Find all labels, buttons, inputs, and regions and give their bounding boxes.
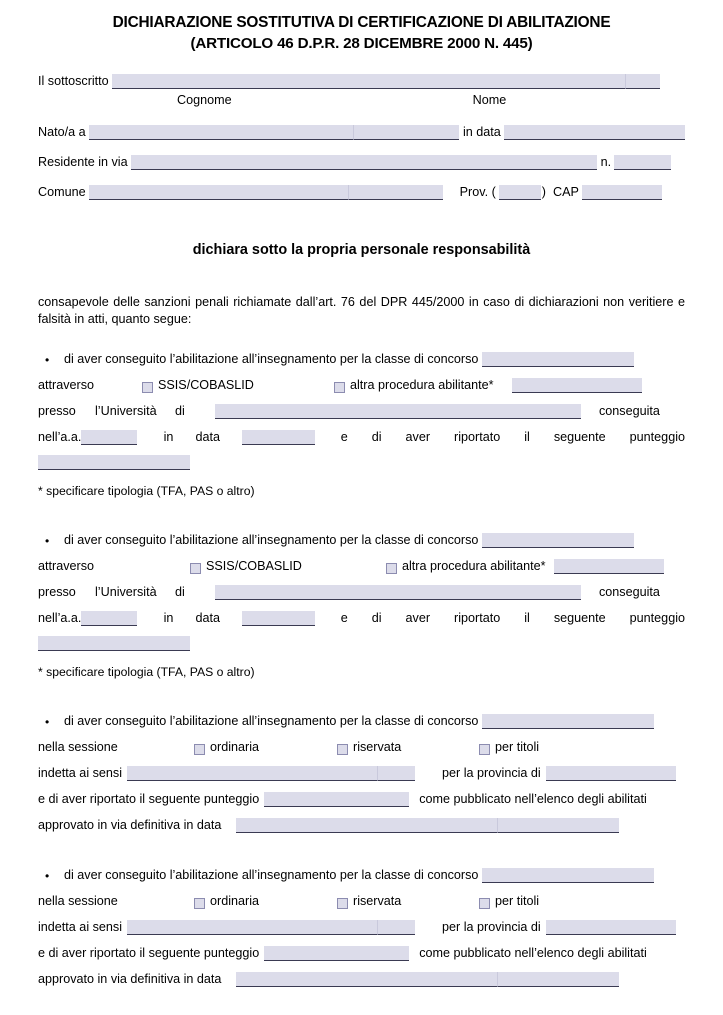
name-captions [38,93,685,107]
block-3-label-indetta: indetta ai sensi [38,766,123,780]
block-4-label-per-titoli: per titoli [495,894,540,908]
block-3-checkbox-ordinaria[interactable] [194,744,205,755]
block-1-footnote: * specificare tipologia (TFA, PAS o altro) [38,484,255,498]
input-sottoscritto-nome[interactable] [625,74,660,89]
block-1-label-universita: l’Università [95,404,157,418]
block-2-input-altra-specify[interactable] [554,559,664,574]
block-1-label-in: in [163,430,174,444]
block-2-attraverso-row [38,558,685,574]
block-4-input-approvato-extra[interactable] [497,972,619,987]
block-2-footnote: * specificare tipologia (TFA, PAS o altro) [38,665,255,679]
block-1-label-e: e [340,430,348,444]
block-2-label-attraverso: attraverso [38,559,94,573]
input-sottoscritto[interactable] [112,74,625,89]
row-sottoscritto [38,74,685,89]
block-1-checkbox-altra[interactable] [334,382,345,393]
input-cap[interactable] [582,185,662,200]
label-sottoscritto: Il sottoscritto [38,74,109,88]
block-1-checkbox-ssis[interactable] [142,382,153,393]
bullet-icon: • [45,715,50,729]
block-3-label-per-titoli: per titoli [495,740,540,754]
block-4-bullet-row [38,867,685,883]
block-4-bullet-text: di aver conseguito l’abilitazione all’insegnamento per la classe di concorso [64,868,479,882]
bullet-icon: • [45,869,50,883]
block-1-label-punteggio: punteggio [629,430,685,444]
block-1-input-altra-specify[interactable] [512,378,642,393]
block-4-label-sessione: nella sessione [38,894,118,908]
label-residente: Residente in via [38,155,128,169]
block-3-input-indetta[interactable] [127,766,377,781]
input-luogo-nascita-extra[interactable] [353,125,459,140]
block-3-checkbox-riservata[interactable] [337,744,348,755]
block-1-label-aver: aver [405,430,431,444]
block-3-bullet-text: di aver conseguito l’abilitazione all’insegnamento per la classe di concorso [64,714,479,728]
block-1-input-universita[interactable] [215,404,581,419]
block-4-checkbox-riservata[interactable] [337,898,348,909]
block-3-input-provincia[interactable] [546,766,676,781]
block-2-universita-row [38,584,685,600]
block-2-label-di2: di [371,611,382,625]
block-4-sessione-row [38,893,685,909]
block-3-checkbox-per-titoli[interactable] [479,744,490,755]
block-2-punteggio-row [38,636,685,651]
block-4-input-indetta[interactable] [127,920,377,935]
block-1-label-di2: di [371,430,382,444]
caption-cognome: Cognome [177,93,232,107]
block-4-input-classe-concorso[interactable] [482,868,654,883]
row-nato [38,125,685,140]
title-line-2: (ARTICOLO 46 D.P.R. 28 DICEMBRE 2000 N. 445) [190,35,533,52]
label-provincia: Prov. ( [459,185,496,199]
body-paragraph: consapevole delle sanzioni penali richiamate dall’art. 76 del DPR 445/2000 in caso di dichiarazioni non veritiere e falsità in atti, quanto segue: [38,295,685,326]
block-2-label-presso: presso [38,585,76,599]
block-3-sessione-row [38,739,685,755]
block-2-label-e: e [340,611,348,625]
block-3-input-classe-concorso[interactable] [482,714,654,729]
block-2-label-seguente: seguente [553,611,606,625]
block-4-checkbox-ordinaria[interactable] [194,898,205,909]
block-3-input-indetta-extra[interactable] [377,766,415,781]
block-2-label-universita: l’Università [95,585,157,599]
document-title [38,0,685,54]
block-3-label-provincia: per la provincia di [442,766,541,780]
block-2-label-conseguita: conseguita [599,585,660,599]
block-4-approvato-row [38,971,685,987]
block-1-label-ssis: SSIS/COBASLID [158,378,254,392]
block-4-label-approvato: approvato in via definitiva in data [38,972,222,986]
block-2-input-data[interactable] [242,611,315,626]
block-2-bullet-text: di aver conseguito l’abilitazione all’insegnamento per la classe di concorso [64,533,479,547]
block-4-label-indetta: indetta ai sensi [38,920,123,934]
qualification-block-4 [38,867,685,987]
block-2-bullet-row [38,532,685,548]
block-2-label-di: di [175,585,185,599]
block-1-label-attraverso: attraverso [38,378,94,392]
block-4-input-indetta-extra[interactable] [377,920,415,935]
block-4-indetta-row [38,919,685,935]
block-1-label-nellaa: nell’a.a. [38,430,82,444]
block-2-input-punteggio[interactable] [38,636,190,651]
block-3-label-pubblicato: come pubblicato nell’elenco degli abilitati [419,792,647,806]
block-1-label-data: data [195,430,220,444]
input-comune-extra[interactable] [348,185,443,200]
block-2-checkbox-altra[interactable] [386,563,397,574]
caption-nome: Nome [472,93,507,107]
block-1-label-seguente: seguente [553,430,606,444]
block-2-checkbox-ssis[interactable] [190,563,201,574]
block-2-label-ssis: SSIS/COBASLID [206,559,302,573]
block-3-label-approvato: approvato in via definitiva in data [38,818,222,832]
block-3-punteggio-row [38,791,685,807]
block-1-universita-row [38,403,685,419]
block-3-input-approvato-extra[interactable] [497,818,619,833]
label-provincia-close: ) [541,185,546,199]
qualification-block-3 [38,713,685,833]
input-luogo-nascita[interactable] [89,125,353,140]
block-3-approvato-row [38,817,685,833]
block-1-bullet-row [38,351,685,367]
label-nato: Nato/a a [38,125,86,139]
block-1-label-di: di [175,404,185,418]
block-4-checkbox-per-titoli[interactable] [479,898,490,909]
title-line-1: DICHIARAZIONE SOSTITUTIVA DI CERTIFICAZIONE DI ABILITAZIONE [112,14,611,31]
row-residenza [38,155,685,170]
bullet-icon: • [45,534,50,548]
block-4-input-provincia[interactable] [546,920,676,935]
block-4-label-provincia: per la provincia di [442,920,541,934]
block-4-input-approvato-data[interactable] [236,972,497,987]
block-1-anno-row [38,429,685,445]
label-in-data-nascita: in data [462,125,501,139]
block-4-label-riservata: riservata [353,894,402,908]
block-1-label-altra: altra procedura abilitante* [350,378,494,392]
block-2-anno-row [38,610,685,626]
block-3-input-approvato-data[interactable] [236,818,497,833]
block-3-label-punteggio: e di aver riportato il seguente punteggio [38,792,260,806]
block-2-label-in: in [163,611,174,625]
block-1-input-punteggio[interactable] [38,455,190,470]
block-1-input-data[interactable] [242,430,315,445]
input-via[interactable] [131,155,597,170]
bullet-icon: • [45,353,50,367]
block-2-label-punteggio: punteggio [629,611,685,625]
block-2-label-altra: altra procedura abilitante* [402,559,546,573]
block-3-input-punteggio[interactable] [264,792,409,807]
block-2-label-aver: aver [405,611,431,625]
declaration-heading: dichiara sotto la propria personale responsabilità [192,242,531,258]
block-1-label-conseguita: conseguita [599,404,660,418]
block-1-attraverso-row [38,377,685,393]
block-2-label-data: data [195,611,220,625]
block-1-label-presso: presso [38,404,76,418]
input-comune[interactable] [89,185,348,200]
block-4-punteggio-row [38,945,685,961]
input-provincia[interactable] [499,185,541,200]
qualification-block-1 [38,351,685,498]
input-numero-civico[interactable] [614,155,671,170]
block-3-label-sessione: nella sessione [38,740,118,754]
block-1-label-riportato: riportato [454,430,501,444]
block-4-input-punteggio[interactable] [264,946,409,961]
label-cap: CAP [552,185,579,199]
block-4-label-ordinaria: ordinaria [210,894,260,908]
block-1-input-anno-accademico[interactable] [81,430,136,445]
qualification-block-2 [38,532,685,679]
block-3-label-riservata: riservata [353,740,402,754]
label-comune: Comune [38,185,86,199]
block-1-punteggio-row [38,455,685,470]
label-numero-civico: n. [600,155,612,169]
block-3-label-ordinaria: ordinaria [210,740,260,754]
block-1-bullet-text: di aver conseguito l’abilitazione all’insegnamento per la classe di concorso [64,352,479,366]
row-comune [38,185,685,200]
block-2-label-il: il [524,611,530,625]
block-2-input-anno-accademico[interactable] [81,611,136,626]
block-2-input-universita[interactable] [215,585,581,600]
block-2-label-riportato: riportato [454,611,501,625]
block-1-label-il: il [524,430,530,444]
block-3-indetta-row [38,765,685,781]
block-3-bullet-row [38,713,685,729]
block-2-input-classe-concorso[interactable] [482,533,634,548]
personal-data-section [38,74,685,200]
input-data-nascita[interactable] [504,125,685,140]
block-2-label-nellaa: nell’a.a. [38,611,82,625]
block-4-label-pubblicato: come pubblicato nell’elenco degli abilitati [419,946,647,960]
block-1-input-classe-concorso[interactable] [482,352,634,367]
block-4-label-punteggio: e di aver riportato il seguente punteggio [38,946,260,960]
